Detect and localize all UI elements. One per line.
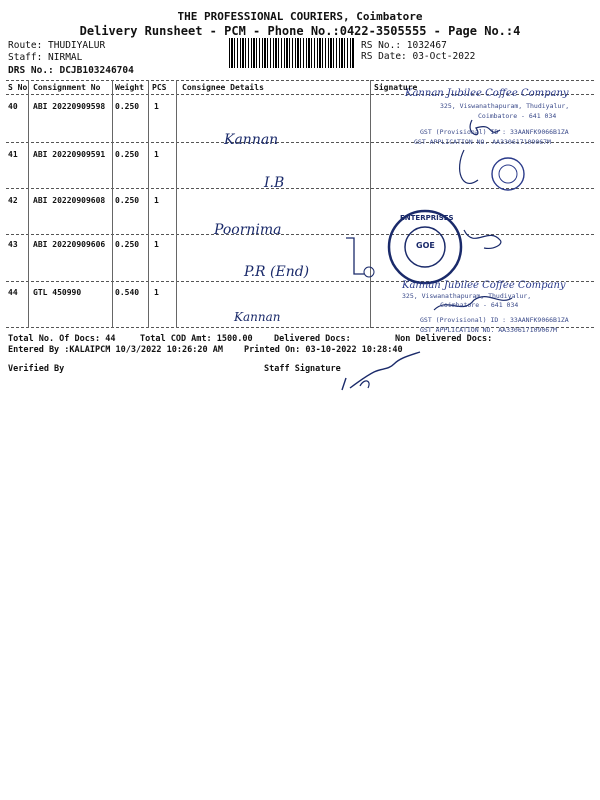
enterprises-stamp-center: GOE — [416, 241, 435, 250]
row-sno: 42 — [8, 196, 18, 205]
row-consignment: ABI 20220909606 — [33, 240, 106, 249]
row-weight: 0.250 — [115, 150, 140, 159]
rs-number: RS No.: 1032467 — [361, 40, 447, 51]
runsheet-subtitle: Delivery Runsheet - PCM - Phone No.:0422-3505555 - Page No.:4 — [79, 24, 521, 38]
row-consignment: ABI 20220909591 — [33, 150, 106, 159]
stamp-gst-app: GST APPLICATION NO. AA330617109067M — [414, 138, 551, 146]
verified-by-label: Verified By — [8, 364, 65, 374]
stamp-gst-2: GST (Provisional) ID : 33AANFK9066B1ZA — [420, 316, 569, 324]
col-divider — [370, 80, 371, 328]
row-pcs: 1 — [154, 150, 159, 159]
stamp-company-name-2: Kannan Jubilee Coffee Company — [402, 280, 566, 291]
total-docs: Total No. Of Docs: 44 — [8, 334, 116, 344]
enterprises-stamp-text: ENTERPRISES — [400, 214, 454, 222]
row-pcs: 1 — [154, 240, 159, 249]
row-sno: 40 — [8, 102, 18, 111]
row-weight: 0.540 — [115, 288, 140, 297]
row-weight: 0.250 — [115, 196, 140, 205]
row-weight: 0.250 — [115, 240, 140, 249]
route-label: Route: THUDIYALUR — [8, 40, 106, 51]
stamp-address-2-2: Coimbatore - 641 034 — [440, 301, 519, 309]
staff-label: Staff: NIRMAL — [8, 52, 83, 63]
row-pcs: 1 — [154, 102, 159, 111]
handwritten-consignee: I.B — [264, 175, 285, 191]
row-weight: 0.250 — [115, 102, 140, 111]
row-pcs: 1 — [154, 288, 159, 297]
col-divider — [176, 80, 177, 328]
col-header-signature: Signature — [374, 83, 418, 92]
row-consignment: ABI 20220909608 — [33, 196, 106, 205]
handwritten-consignee: Poornima — [214, 222, 282, 238]
rs-date: RS Date: 03-Oct-2022 — [361, 51, 476, 62]
staff-signature-icon — [338, 348, 428, 398]
col-header-consignee: Consignee Details — [182, 83, 264, 92]
handwritten-consignee: Kannan — [234, 310, 281, 324]
barcode — [229, 38, 355, 68]
entered-by: Entered By :KALAIPCM 10/3/2022 10:26:20 AM — [8, 345, 223, 355]
total-cod-amount: Total COD Amt: 1500.00 — [140, 334, 253, 344]
non-delivered-docs: Non Delivered Docs: — [395, 334, 493, 344]
bracket-mark-icon — [342, 236, 378, 280]
row-consignment: ABI 20220909598 — [33, 102, 106, 111]
col-header-consignment: Consignment No — [33, 83, 101, 92]
handwritten-consignee: P.R (End) — [244, 264, 310, 280]
handwritten-consignee: Kannan — [224, 132, 279, 148]
col-header-sno: S No — [8, 83, 28, 92]
col-header-pcs: PCS — [152, 83, 167, 92]
staff-signature-label: Staff Signature — [264, 364, 341, 374]
col-divider — [148, 80, 149, 328]
row-sno: 43 — [8, 240, 18, 249]
stamp-gst-app-2: GST APPLICATION NO. AA330617109067M — [420, 326, 557, 334]
col-divider — [112, 80, 113, 328]
stamp-address-2: Coimbatore - 641 034 — [478, 112, 557, 120]
stamp-company-name: Kannan Jubilee Coffee Company — [405, 88, 569, 99]
row-sno: 44 — [8, 288, 18, 297]
stamp-gst: GST (Provisional) ID : 33AANFK9066B1ZA — [420, 128, 569, 136]
col-divider — [28, 80, 29, 328]
row-pcs: 1 — [154, 196, 159, 205]
row-consignment: GTL 450990 — [33, 288, 82, 297]
stamp-address-1-2: 325, Viswanathapuram, Thudiyalur, — [402, 292, 532, 300]
col-header-weight: Weight — [115, 83, 144, 92]
table-top-rule — [6, 80, 594, 81]
printed-on: Printed On: 03-10-2022 10:28:40 — [244, 345, 403, 355]
stamp-address-1: 325, Viswanathapuram, Thudiyalur, — [440, 102, 570, 110]
drs-number: DRS No.: DCJB103246704 — [8, 65, 134, 76]
company-title: THE PROFESSIONAL COURIERS, Coimbatore — [177, 10, 423, 23]
delivered-docs: Delivered Docs: — [274, 334, 351, 344]
row-sno: 41 — [8, 150, 18, 159]
